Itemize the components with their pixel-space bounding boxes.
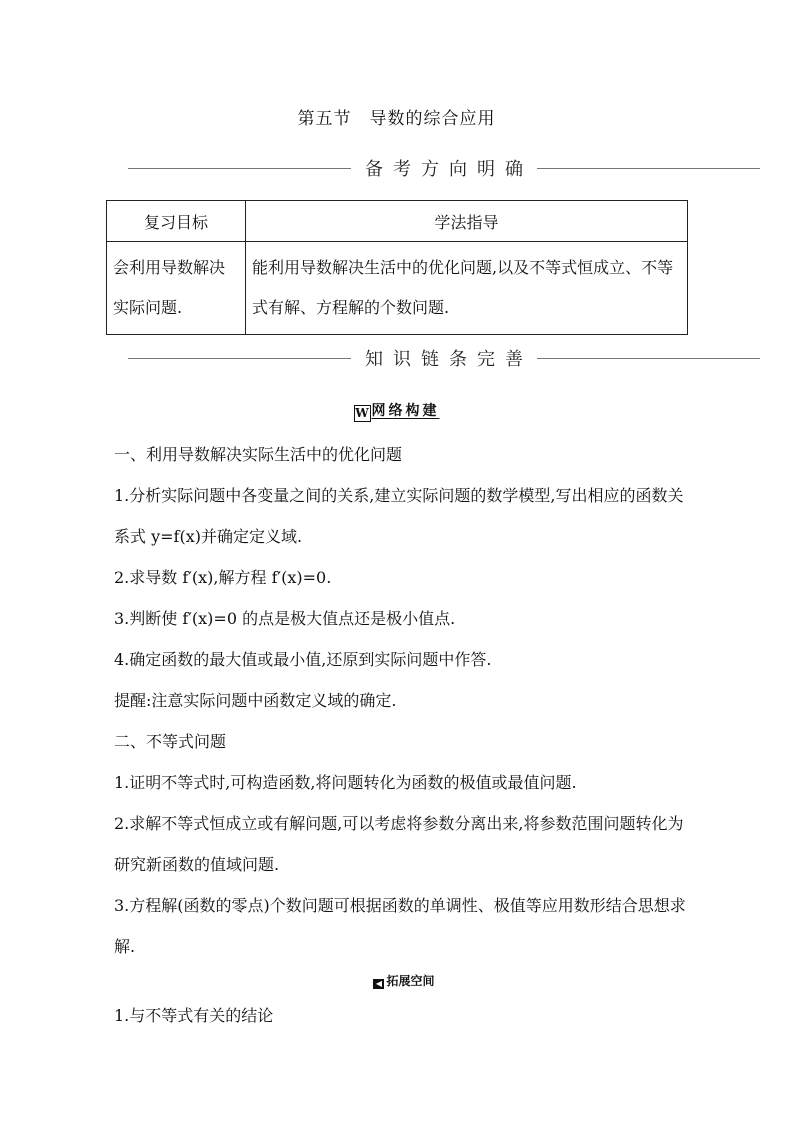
divider-line [128, 358, 351, 359]
table-row [107, 242, 688, 335]
list-item: 1.与不等式有关的结论 [114, 1006, 274, 1025]
network-subheading [0, 400, 793, 422]
reminder-note: 提醒:注意实际问题中函数定义域的确定. [114, 691, 397, 710]
table-header-cell: 复习目标 [107, 201, 246, 242]
extension-label: 拓展空间 [386, 974, 435, 988]
subheading-text: 网络构建 [371, 403, 440, 419]
list-item: 3.方程解(函数的零点)个数问题可根据函数的单调性、极值等应用数形结合思想求解. [114, 896, 686, 956]
section-title: 第五节 导数的综合应用 [297, 109, 496, 129]
list-item: 4.确定函数的最大值或最小值,还原到实际问题中作答. [114, 650, 492, 669]
w-badge-icon: W [355, 406, 369, 420]
list-item: 1.分析实际问题中各变量之间的关系,建立实际问题的数学模型,写出相应的函数关系式 y=f(x)并确定定义域. [114, 486, 684, 546]
banner-text: 知识链条完善 [365, 349, 533, 370]
list-item: 1.证明不等式时,可构造函数,将问题转化为函数的极值或最值问题. [114, 773, 577, 792]
extension-heading [114, 967, 694, 995]
goals-table [106, 200, 688, 335]
table-header-cell: 学法指导 [246, 201, 688, 242]
section1-heading: 一、利用导数解决实际生活中的优化问题 [114, 445, 403, 464]
divider-line [537, 358, 760, 359]
banner-text: 备考方向明确 [365, 159, 533, 180]
list-item: 2.求导数 f′(x),解方程 f′(x)=0. [114, 568, 332, 587]
speaker-icon: ◀ [373, 979, 384, 989]
divider-line [537, 168, 760, 169]
section2-heading: 二、不等式问题 [114, 732, 227, 751]
divider-line [128, 168, 351, 169]
list-item: 2.求解不等式恒成立或有解问题,可以考虑将参数分离出来,将参数范围问题转化为研究新函数的值域问题. [114, 814, 684, 874]
table-cell: 会利用导数解决实际问题. [107, 242, 246, 335]
body-content [114, 434, 694, 1036]
table-cell: 能利用导数解决生活中的优化问题,以及不等式恒成立、不等式有解、方程解的个数问题. [246, 242, 688, 335]
banner-exam-direction [128, 156, 760, 180]
table-header-row [107, 201, 688, 242]
banner-knowledge-chain [128, 346, 760, 370]
list-item: 3.判断使 f′(x)=0 的点是极大值点还是极小值点. [114, 609, 456, 628]
